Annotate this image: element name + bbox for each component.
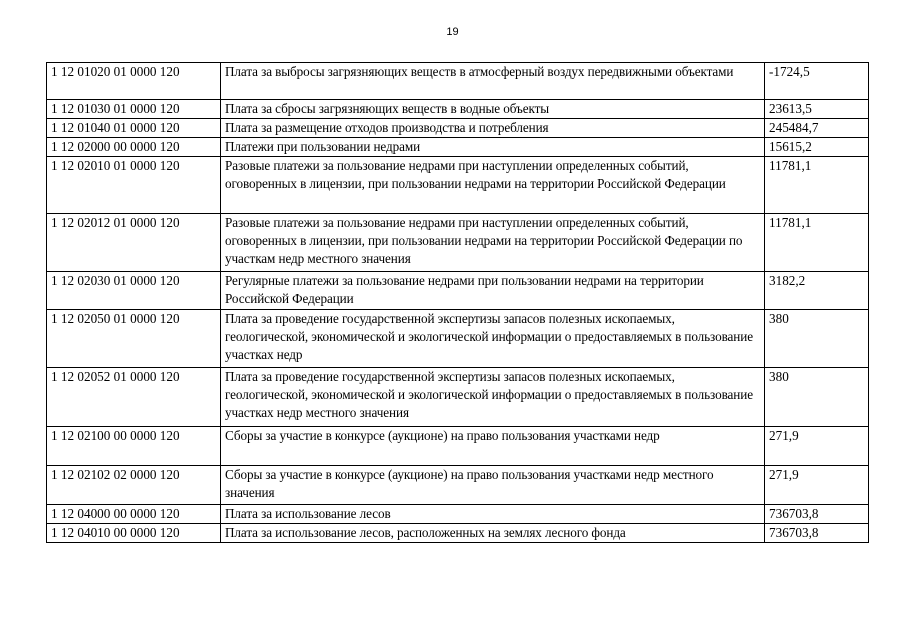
table-row <box>47 505 869 524</box>
budget-code-cell: 1 12 02030 01 0000 120 <box>47 272 221 310</box>
revenue-name-cell: Разовые платежи за пользование недрами при наступлении определенных событий, оговоренных в лицензии, при пользовании недрами на территории Российской Федерации <box>221 157 765 214</box>
budget-code-cell: 1 12 02052 01 0000 120 <box>47 368 221 427</box>
budget-code-cell: 1 12 04000 00 0000 120 <box>47 505 221 524</box>
page-number: 19 <box>446 26 459 38</box>
budget-code-cell: 1 12 02012 01 0000 120 <box>47 214 221 272</box>
table-row <box>47 524 869 543</box>
budget-code-cell: 1 12 02100 00 0000 120 <box>47 427 221 466</box>
table-row <box>47 466 869 505</box>
amount-cell: 736703,8 <box>765 524 869 543</box>
budget-code-cell: 1 12 02000 00 0000 120 <box>47 138 221 157</box>
budget-code-cell: 1 12 01030 01 0000 120 <box>47 100 221 119</box>
amount-cell: 736703,8 <box>765 505 869 524</box>
amount-cell: 380 <box>765 310 869 368</box>
revenue-name-cell: Разовые платежи за пользование недрами при наступлении определенных событий, оговоренных в лицензии, при пользовании недрами на территории Российской Федерации по участкам недр местного значения <box>221 214 765 272</box>
table-row <box>47 368 869 427</box>
revenue-name-cell: Плата за использование лесов <box>221 505 765 524</box>
table-row <box>47 138 869 157</box>
revenue-name-cell: Плата за использование лесов, расположенных на землях лесного фонда <box>221 524 765 543</box>
revenue-name-cell: Сборы за участие в конкурсе (аукционе) на право пользования участками недр <box>221 427 765 466</box>
amount-cell: 3182,2 <box>765 272 869 310</box>
table-row <box>47 157 869 214</box>
amount-cell: 11781,1 <box>765 214 869 272</box>
amount-cell: 271,9 <box>765 427 869 466</box>
amount-cell: 11781,1 <box>765 157 869 214</box>
revenue-name-cell: Плата за сбросы загрязняющих веществ в водные объекты <box>221 100 765 119</box>
budget-code-cell: 1 12 02010 01 0000 120 <box>47 157 221 214</box>
revenue-name-cell: Платежи при пользовании недрами <box>221 138 765 157</box>
amount-cell: 23613,5 <box>765 100 869 119</box>
revenue-name-cell: Плата за выбросы загрязняющих веществ в атмосферный воздух передвижными объектами <box>221 63 765 100</box>
budget-code-cell: 1 12 01020 01 0000 120 <box>47 63 221 100</box>
table-row <box>47 119 869 138</box>
budget-code-cell: 1 12 01040 01 0000 120 <box>47 119 221 138</box>
amount-cell: 15615,2 <box>765 138 869 157</box>
revenue-name-cell: Плата за проведение государственной экспертизы запасов полезных ископаемых, геологической, экономической и экологической информации о предоставляемых в пользование участках недр <box>221 310 765 368</box>
table-row <box>47 63 869 100</box>
revenue-name-cell: Регулярные платежи за пользование недрами при пользовании недрами на территории Российской Федерации <box>221 272 765 310</box>
revenue-name-cell: Плата за размещение отходов производства и потребления <box>221 119 765 138</box>
amount-cell: 271,9 <box>765 466 869 505</box>
revenue-name-cell: Плата за проведение государственной экспертизы запасов полезных ископаемых, геологической, экономической и экологической информации о предоставляемых в пользование участках недр местного значения <box>221 368 765 427</box>
table-row <box>47 214 869 272</box>
amount-cell: 380 <box>765 368 869 427</box>
table-row <box>47 427 869 466</box>
revenue-name-cell: Сборы за участие в конкурсе (аукционе) на право пользования участками недр местного значения <box>221 466 765 505</box>
budget-code-cell: 1 12 02102 02 0000 120 <box>47 466 221 505</box>
budget-code-cell: 1 12 04010 00 0000 120 <box>47 524 221 543</box>
amount-cell: -1724,5 <box>765 63 869 100</box>
table-row <box>47 100 869 119</box>
table-row <box>47 310 869 368</box>
budget-revenue-table <box>46 62 869 543</box>
table-row <box>47 272 869 310</box>
budget-code-cell: 1 12 02050 01 0000 120 <box>47 310 221 368</box>
amount-cell: 245484,7 <box>765 119 869 138</box>
